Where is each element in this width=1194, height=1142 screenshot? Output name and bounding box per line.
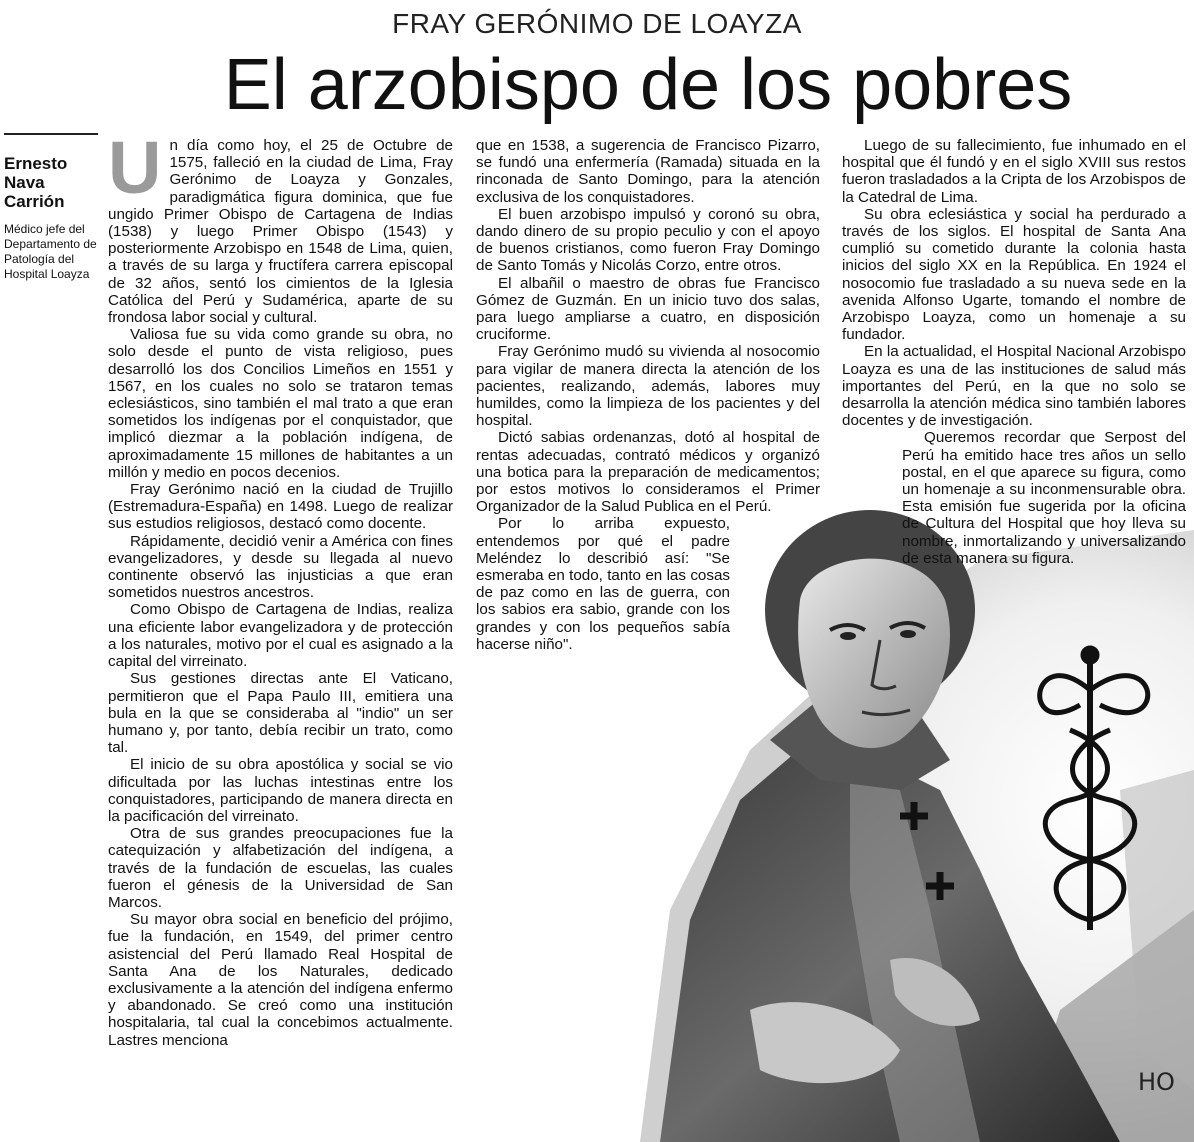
paragraph: Dictó sabias ordenanzas, dotó al hospital de rentas adecuadas, contrató médicos y organizó una botica para la preparación de medicamentos; por estos motivos lo consideramos el Primer Organizador de la Salud Publica en el Perú. (476, 429, 820, 516)
author-rule (4, 133, 98, 135)
paragraph: Su obra eclesiástica y social ha perdurado a través de los siglos. El hospital de Santa Ana cumplió su cometido durante la colonia hasta inicios del siglo XX en la República. En 1924 el nosocomio fue trasladado a su nueva sede en la avenida Alfonso Ugarte, tomando el nombre de Arzobispo Loayza, como un homenaje a su fundador. (842, 205, 1186, 344)
paragraph: El inicio de su obra apostólica y social se vio dificultada por las luchas intestinas entre los conquistadores, participando de manera directa en la pacificación del virreinato. (108, 756, 453, 825)
paragraph: Por lo arriba expuesto, entendemos por qué el padre Meléndez lo describió así: "Se esmeraba en todo, tanto en las cosas de paz como en las de guerra, con los sabios era sabio, grande con los grandes y con los pequeños sabía hacerse niño". (476, 515, 730, 653)
paragraph: En la actualidad, el Hospital Nacional Arzobispo Loayza es una de las instituciones de salud más importantes del Perú, en la que no solo se desarrolla la atención médica sino también labores docentes y de investigación. (842, 343, 1186, 430)
paragraph: Su mayor obra social en beneficio del prójimo, fue la fundación, en 1549, del primer centro asistencial del Perú llamado Real Hospital de Santa Ana de los Naturales, dedicado exclusivamente a la atención del indígena enfermo y abandonado. Se creó como una institución hospitalaria, tal cual la concebimos actualmente. Lastres menciona (108, 911, 453, 1049)
author-title: Médico jefe del Departamento de Patología del Hospital Loayza (4, 222, 97, 281)
paragraph: Luego de su fallecimiento, fue inhumado en el hospital que él fundó y en el siglo XVIII sus restos fueron trasladados a la Cripta de los Arzobispos de la Catedral de Lima. (842, 137, 1186, 206)
paragraph: Otra de sus grandes preocupaciones fue la catequización y alfabetización del indígena, a través de la fundación de escuelas, las cuales fueron el génesis de la Universidad de San Marcos. (108, 825, 453, 911)
paragraph: Queremos recordar que Serpost del Perú ha emitido hace tres años un sello postal, en el que aparece su figura, como un homenaje a su inconmensurable obra. Esta emisión fue sugerida por la oficina de Cultura del Hospital que hoy lleva su nombre, inmortalizando y universalizando de esta manera su figura. (902, 429, 1186, 567)
author-name: Ernesto Nava Carrión (4, 154, 68, 211)
artist-signature: HO (1138, 1068, 1175, 1096)
paragraph: Fray Gerónimo nació en la ciudad de Trujillo (Estremadura-España) en 1498. Luego de realizar sus estudios religiosos, destacó como docente. (108, 481, 453, 533)
article-kicker: FRAY GERÓNIMO DE LOAYZA (392, 8, 802, 39)
paragraph: que en 1538, a sugerencia de Francisco Pizarro, se fundó una enfermería (Ramada) situada en la rinconada de Santo Domingo, para la atención exclusiva de los conquistadores. (476, 137, 820, 206)
paragraph: Rápidamente, decidió venir a América con fines evangelizadores, y desde su llegada al nuevo continente observó las injusticias a que eran sometidos nuestros ancestros. (108, 532, 453, 602)
paragraph: Fray Gerónimo mudó su vivienda al nosocomio para vigilar de manera directa la atención de los pacientes, realizando, además, labores muy humildes, como la limpieza de los pacientes y del hospital. (476, 343, 820, 430)
paragraph: El buen arzobispo impulsó y coronó su obra, dando dinero de su propio peculio y con el apoyo de buenos cristianos, como fueron Fray Domingo de Santo Tomás y Nicolás Corzo, entre otros. (476, 205, 820, 275)
article-column-3 (842, 137, 1186, 567)
paragraph: Un día como hoy, el 25 de Octubre de 1575, falleció en la ciudad de Lima, Fray Gerónimo de Loayza y Gonzales, paradigmática figura dominica, que fue ungido Primer Obispo de Cartagena de Indias (1538) y luego Primer Obispo (1543) y posteriormente Arzobispo en 1548 de Lima, quien, a través de su larga y fructífera carrera episcopal de 32 años, sentó los cimientos de la Iglesia Católica del Perú y Sudamérica, aparte de su frondosa labor social y cultural. (108, 126, 453, 327)
paragraph: El albañil o maestro de obras fue Francisco Gómez de Guzmán. En un inicio tuvo dos salas, para luego ampliarse a cuatro, en disposición cruciforme. (476, 274, 820, 344)
drop-cap: U (108, 126, 162, 209)
article-headline: El arzobispo de los pobres (223, 45, 1073, 125)
article-column-1 (108, 126, 453, 1049)
article-column-2 (476, 137, 820, 653)
paragraph: Como Obispo de Cartagena de Indias, realiza una eficiente labor evangelizadora y de protección a los naturales, motivo por el cual es asignado a la capital del virreinato. (108, 601, 453, 671)
paragraph: Valiosa fue su vida como grande su obra, no solo desde el punto de vista religioso, pues desarrolló los dos Concilios Limeños en 1551 y 1567, en los cuales no solo se trataron temas eclesiásticos, sino también el mal trato a que eran sometidos los indígenas por el conquistador, que implicó diezmar a la población indígena, de aproximadamente 15 millones de habitantes a un millón y medio en pocos decenios. (108, 326, 453, 481)
paragraph: Sus gestiones directas ante El Vaticano, permitieron que el Papa Paulo III, emitiera una bula en la que se consideraba al "indio" un ser humano y, por tanto, debía recibir un trato, como tal. (108, 670, 453, 757)
